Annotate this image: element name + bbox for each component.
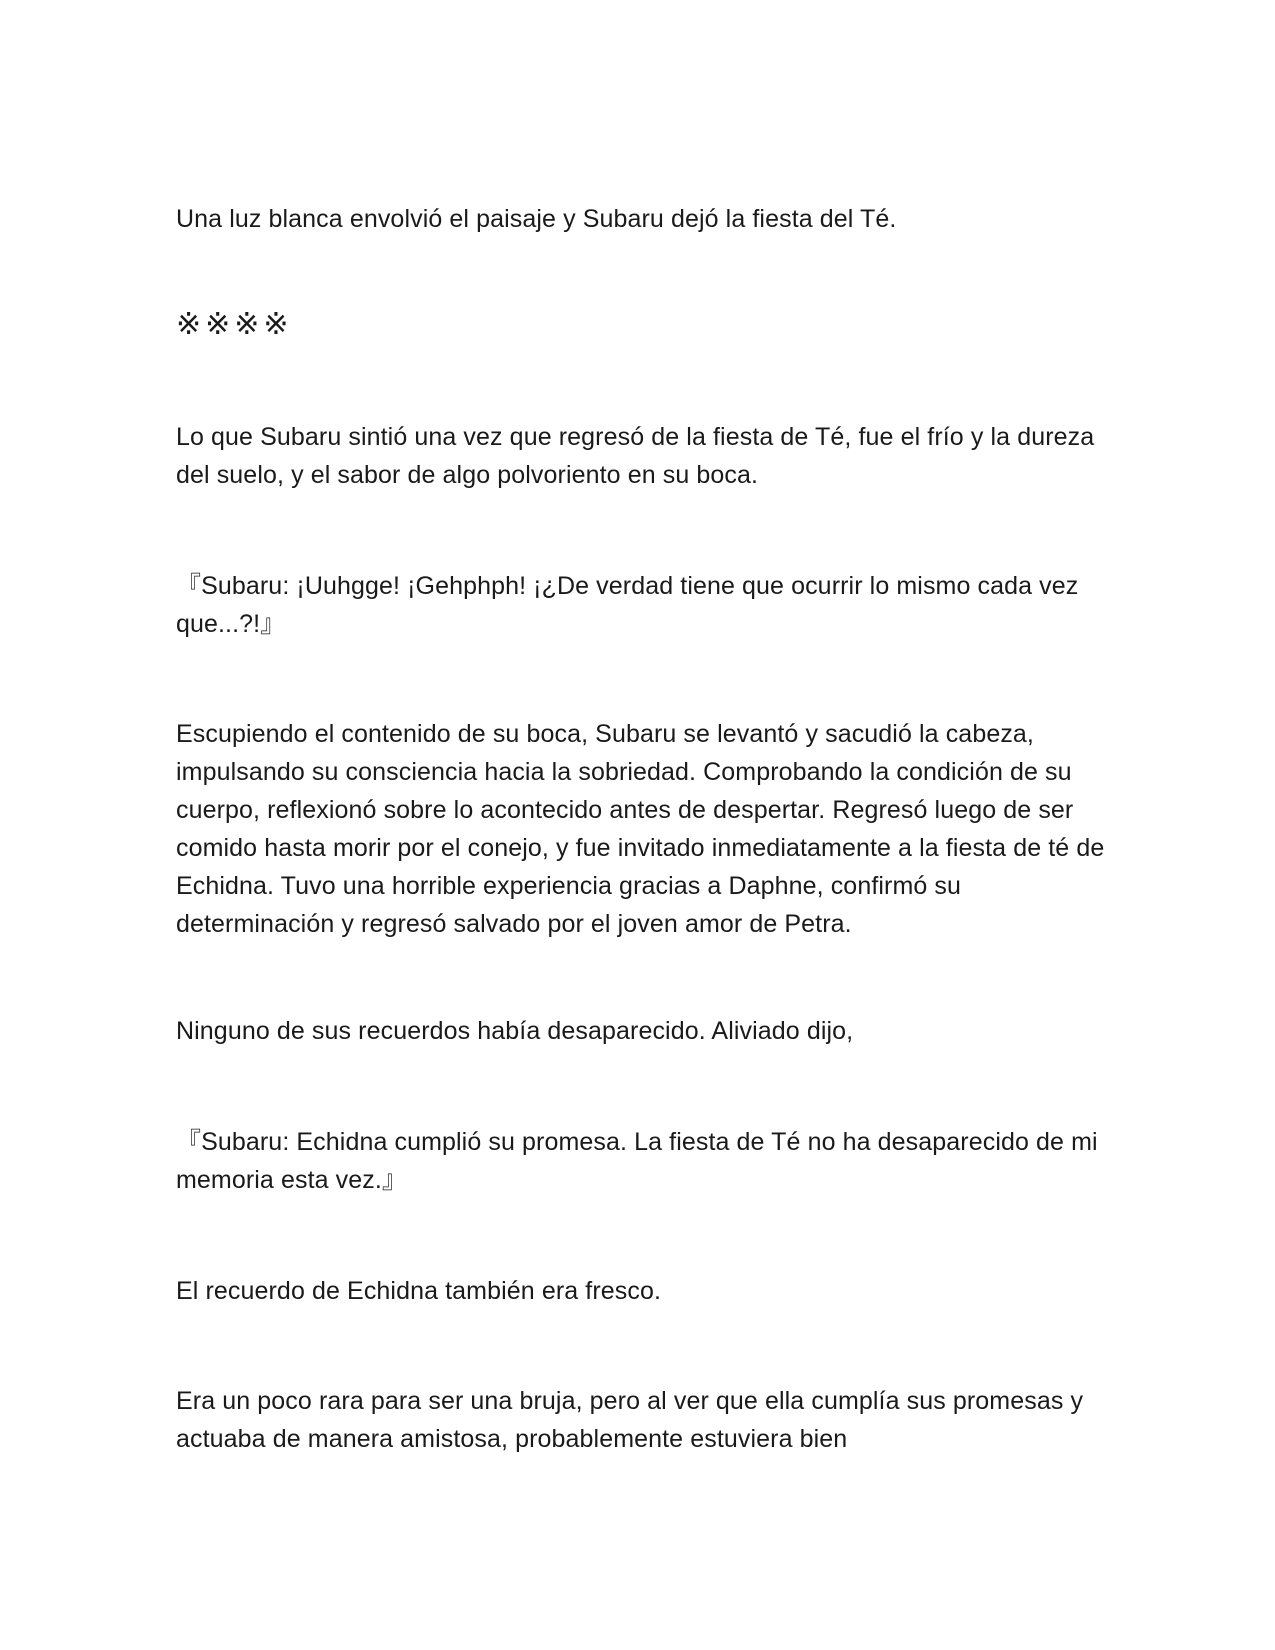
paragraph-white-light: Una luz blanca envolvió el paisaje y Subaru dejó la fiesta del Té.: [176, 205, 897, 233]
paragraph-echidna-memory: El recuerdo de Echidna también era fresco.: [176, 1277, 662, 1305]
dialogue-subaru-echidna-promise: 『Subaru: Echidna cumplió su promesa. La fiesta de Té no ha desaparecido de mi memoria esta vez.』: [176, 1128, 1098, 1194]
paragraph-strange-witch: Era un poco rara para ser una bruja, pero al ver que ella cumplía sus promesas y actuaba de manera amistosa, probablemente estuviera bien: [176, 1387, 1084, 1453]
dialogue-subaru-uuhgge: 『Subaru: ¡Uuhgge! ¡Gehphph! ¡¿De verdad tiene que ocurrir lo mismo cada vez que...?!』: [176, 572, 1079, 638]
paragraph-return-from-tea-party: Lo que Subaru sintió una vez que regresó de la fiesta de Té, fue el frío y la dureza del suelo, y el sabor de algo polvoriento en su boca.: [176, 423, 1095, 489]
scene-separator: ※※※※: [176, 308, 293, 341]
paragraph-spitting-contents: Escupiendo el contenido de su boca, Subaru se levantó y sacudió la cabeza, impulsando su consciencia hacia la sobriedad. Comprobando la condición de su cuerpo, reflexionó sobre lo acontecido antes de despertar. Regresó luego de ser comido hasta morir por el conejo, y fue invitado inmediatamente a la fiesta de té de Echidna. Tuvo una horrible experiencia gracias a Daphne, confirmó su determinación y regresó salvado por el joven amor de Petra.: [176, 720, 1105, 938]
paragraph-memories-intact: Ninguno de sus recuerdos había desaparecido. Aliviado dijo,: [176, 1017, 854, 1045]
